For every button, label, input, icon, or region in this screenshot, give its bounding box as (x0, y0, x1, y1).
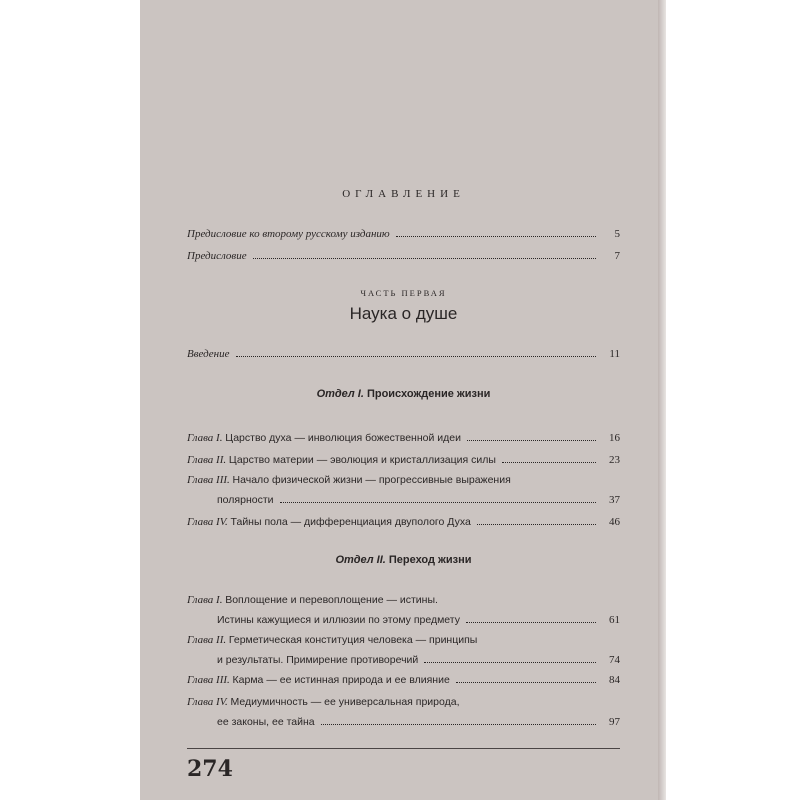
toc-heading: ОГЛАВЛЕНИЕ (342, 188, 465, 200)
entry-page: 5 (614, 228, 620, 240)
section-name: Переход жизни (388, 554, 472, 566)
leader-dots (236, 355, 596, 357)
chapter-prefix: Глава II. (187, 634, 227, 646)
chapter-title: Начало физической жизни — прогрессивные выражения (232, 474, 511, 486)
toc-entry-foreword (187, 246, 620, 266)
chapter-title: Медиумичность — ее универсальная природа, (230, 696, 460, 708)
chapter-prefix: Глава III. (187, 474, 230, 486)
leader-dots (396, 235, 596, 237)
chapter-title: Царство материи — эволюция и кристаллизация силы (228, 454, 496, 466)
entry-label: Введение (187, 348, 230, 360)
section-title-2 (187, 554, 620, 566)
toc-chapter (187, 670, 620, 690)
chapter-title: Царство духа — инволюция божественной идеи (225, 432, 461, 444)
leader-dots (477, 523, 596, 525)
toc-chapter (187, 590, 620, 630)
chapter-continuation: и результаты. Примирение противоречий (217, 654, 419, 666)
chapter-prefix: Глава IV. (187, 516, 228, 528)
entry-label: Предисловие ко второму русскому изданию (187, 228, 390, 240)
chapter-prefix: Глава III. (187, 674, 230, 686)
chapter-page: 84 (609, 674, 620, 686)
section-prefix: Отдел II. (335, 554, 386, 566)
chapter-continuation: ее законы, ее тайна (217, 716, 315, 728)
entry-page: 7 (614, 250, 620, 262)
chapter-page: 37 (609, 494, 620, 506)
toc-chapter (187, 692, 620, 732)
chapter-page: 74 (609, 654, 620, 666)
page-edge (658, 0, 666, 800)
chapter-prefix: Глава IV. (187, 696, 228, 708)
chapter-prefix: Глава II. (187, 454, 227, 466)
leader-dots (502, 461, 596, 463)
chapter-page: 23 (609, 454, 620, 466)
leader-dots (424, 661, 596, 663)
toc-entry-foreword-2nd (187, 224, 620, 244)
page-number: 274 (187, 756, 233, 782)
toc-entry-intro (187, 344, 620, 364)
footer-rule (187, 748, 620, 749)
entry-label: Предисловие (187, 250, 247, 262)
chapter-page: 97 (609, 716, 620, 728)
chapter-continuation: полярности (217, 494, 274, 506)
chapter-prefix: Глава I. (187, 594, 223, 606)
toc-chapter (187, 470, 620, 510)
leader-dots (280, 501, 596, 503)
toc-chapter (187, 428, 620, 448)
leader-dots (253, 257, 596, 259)
part-title: Наука о душе (349, 304, 458, 323)
chapter-title: Карма — ее истинная природа и ее влияние (232, 674, 450, 686)
book-page (140, 0, 658, 800)
section-name: Происхождение жизни (366, 388, 491, 400)
toc-chapter (187, 450, 620, 470)
leader-dots (456, 681, 596, 683)
toc-content (187, 0, 620, 800)
toc-chapter (187, 630, 620, 670)
chapter-title: Тайны пола — дифференциация двуполого Духа (230, 516, 471, 528)
chapter-page: 46 (609, 516, 620, 528)
leader-dots (466, 621, 596, 623)
chapter-page: 16 (609, 432, 620, 444)
toc-chapter (187, 512, 620, 532)
chapter-continuation: Истины кажущиеся и иллюзии по этому предмету (217, 614, 460, 626)
leader-dots (321, 723, 596, 725)
entry-page: 11 (609, 348, 620, 360)
chapter-title: Герметическая конституция человека — принципы (228, 634, 478, 646)
chapter-page: 61 (609, 614, 620, 626)
part-label: ЧАСТЬ ПЕРВАЯ (360, 288, 447, 298)
chapter-title: Воплощение и перевоплощение — истины. (225, 594, 438, 606)
leader-dots (467, 439, 596, 441)
section-prefix: Отдел I. (316, 388, 364, 400)
section-title-1 (187, 388, 620, 400)
chapter-prefix: Глава I. (187, 432, 223, 444)
